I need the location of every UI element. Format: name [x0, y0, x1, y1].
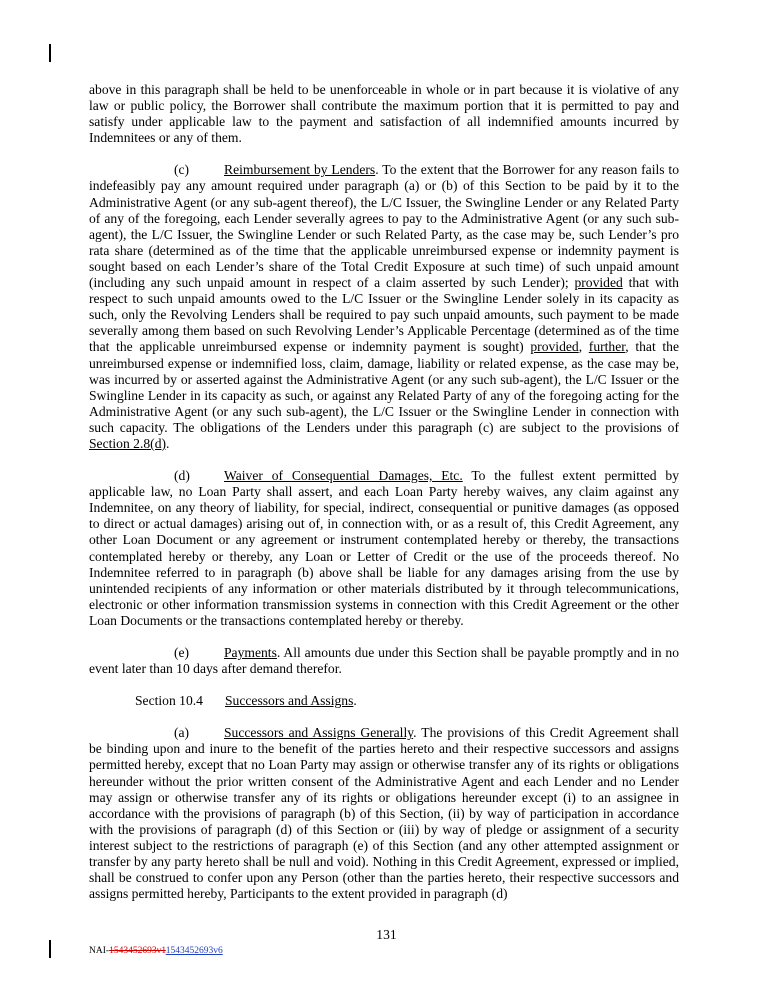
para-a-label: (a) [174, 725, 190, 741]
paragraph-continuation [89, 82, 679, 146]
doc-id-inserted: 1543452693v6 [165, 946, 223, 956]
para-e-heading: Payments [224, 645, 277, 660]
continuation-text: above in this paragraph shall be held to be unenforceable in whole or in part because it is violative of any law or public policy, the Borrower shall contribute the maximum portion that it is permitted to pay and satisfy under applicable law to the payment and satisfaction of all indemnified amounts incurred by Indemnitees or any of them. [89, 82, 679, 146]
section-number: Section 10.4 [135, 693, 203, 709]
para-d-label: (d) [174, 468, 190, 484]
para-c-heading: Reimbursement by Lenders [224, 162, 376, 178]
para-a-heading: Successors and Assigns Generally [224, 725, 414, 741]
change-bar-top [49, 44, 51, 62]
section-heading [89, 693, 679, 709]
paragraph-e [89, 645, 679, 677]
further-term: further [588, 339, 626, 355]
para-c-end: . [166, 435, 170, 451]
para-a-text: . The provisions of this Credit Agreement shall be binding upon and inure to the benefit of the parties hereto and their respective successors and assigns permitted hereby, except that no Loan Party may assign or otherwise transfer any of its rights or obligations hereunder without the prior written consent of the Administrative Agent and each Lender and no Lender may assign or otherwise transfer any of its rights or obligations hereunder except (i) to an assignee in accordance with the provisions of paragraph (b) of this Section, (ii) by way of participation in accordance with the provisions of paragraph (d) of this Section or (iii) by way of pledge or assignment of a security interest subject to the restrictions of paragraph (e) of this Section (and any other attempted assignment or transfer by any party hereto shall be null and void). Nothing in this Credit Agreement, expressed or implied, shall be construed to confer upon any Person (other than the parties hereto, their respective successors and assigns permitted hereby, Participants to the extent provided in paragraph (d) [89, 725, 679, 902]
document-id-footer [89, 945, 223, 957]
paragraph-c [89, 162, 679, 452]
doc-id-deleted: 1543452693v1 [109, 946, 166, 956]
section-title: Successors and Assigns [225, 693, 354, 709]
para-c-text-2: that with respect to such unpaid amounts owed to the L/C Issuer or the Swingline Lender solely in its capacity as such, only the Revolving Lenders shall be required to pay such unpaid amounts, such payment to be made severally among them based on such Revolving Lender’s Applicable Percentage (determined as of the time that the applicable unreimbursed expense or indemnity payment is sought) [89, 275, 679, 355]
para-d-text: To the fullest extent permitted by applicable law, no Loan Party shall assert, and each Loan Party hereby waives, any claim against any Indemnitee, on any theory of liability, for special, indirect, consequential or punitive damages (as opposed to direct or actual damages) arising out of, in connection with, or as a result of, this Credit Agreement, any other Loan Document or any agreement or instrument contemplated hereby or thereby, the transactions contemplated hereby or thereby, any Loan or Letter of Credit or the use of the proceeds thereof. No Indemnitee referred to in paragraph (b) above shall be liable for any damages arising from the use by unintended recipients of any information or other materials distributed by it through telecommunications, electronic or other information transmission systems in connection with this Credit Agreement or the other Loan Documents or the transactions contemplated hereby or thereby. [89, 468, 680, 628]
section-2-8-d-ref: Section 2.8(d) [89, 435, 167, 451]
doc-id-prefix: NAI- [89, 946, 110, 956]
document-body [89, 82, 679, 918]
para-e-text: . All amounts due under this Section shall be payable promptly and in no event later than 10 days after demand therefor. [89, 645, 679, 677]
para-d-heading: Waiver of Consequential Damages, Etc. [224, 468, 463, 484]
para-e-label: (e) [174, 645, 190, 660]
para-c-text-3: , that the unreimbursed expense or indemnified loss, claim, damage, liability or related expense, as the case may be, was incurred by or asserted against the Administrative Agent (or any such sub-agent), the L/C Issuer or the Swingline Lender in its capacity as such, or against any Related Party of any of the foregoing acting for the Administrative Agent (or any such sub-agent), the L/C Issuer or the Swingline Lender in connection with such capacity. The obligations of the Lenders under this paragraph (c) are subject to the provisions of [89, 339, 680, 435]
para-c-label: (c) [174, 162, 190, 178]
para-c-text-1: . To the extent that the Borrower for any reason fails to indefeasibly pay any amount required under paragraph (a) or (b) of this Section to be paid by it to the Administrative Agent (or any sub-agent thereof), the L/C Issuer, the Swingline Lender or any Related Party of any of the foregoing, each Lender severally agrees to pay to the Administrative Agent (or any such sub-agent), the L/C Issuer, the Swingline Lender or such Related Party, as the case may be, such Lender’s pro rata share (determined as of the time that the applicable unreimbursed expense or indemnity payment is sought based on each Lender’s share of the Total Credit Exposure at such time) of such unpaid amount (including any such unpaid amount in respect of a claim asserted by such Lender); [89, 162, 680, 291]
provided-term-1: provided [574, 275, 623, 291]
section-title-end: . [353, 693, 357, 709]
paragraph-a [89, 725, 679, 902]
para-c-comma: , [578, 339, 589, 355]
page-number: 131 [376, 927, 397, 942]
paragraph-d [89, 468, 679, 629]
provided-term-2: provided [530, 339, 579, 355]
